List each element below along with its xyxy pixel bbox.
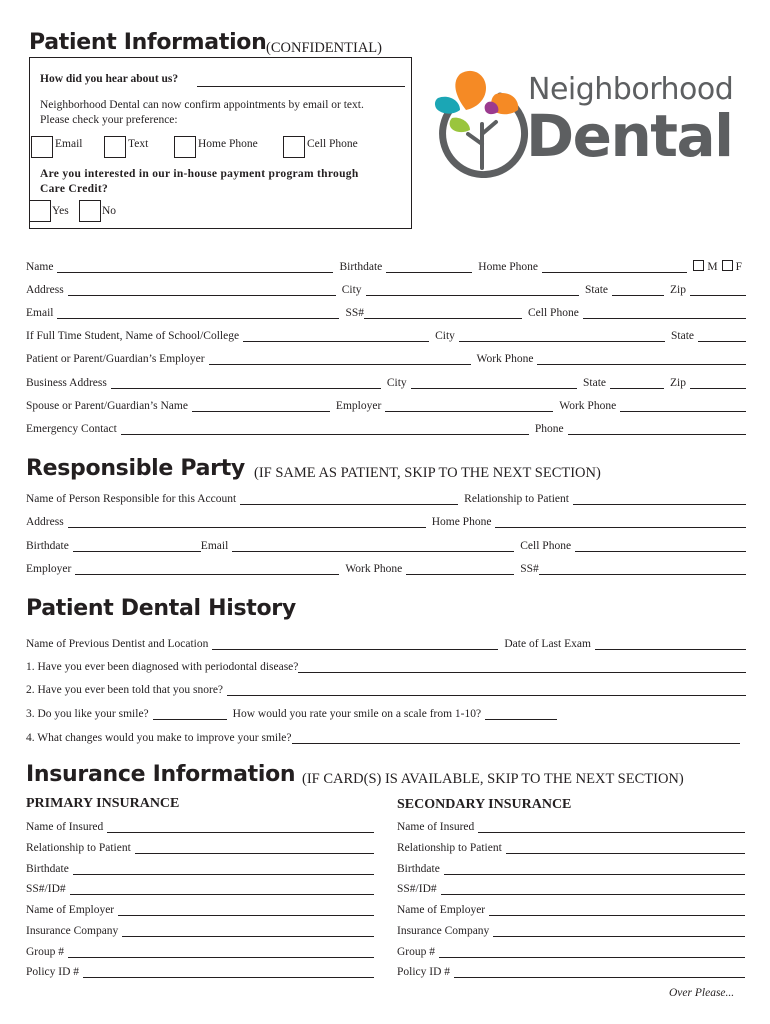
question-1-row [26, 657, 746, 673]
secondary-group-field[interactable] [439, 945, 745, 958]
responsible-party-title: Responsible Party [26, 456, 245, 481]
gender-f-checkbox[interactable] [722, 260, 733, 271]
ss-label: SS# [345, 307, 365, 319]
business-zip-field[interactable] [690, 376, 746, 389]
logo-line1: Neighborhood [528, 72, 734, 107]
question-2-row [26, 680, 746, 696]
patient-info-subtitle: (CONFIDENTIAL) [266, 40, 382, 56]
home-phone-field[interactable] [542, 260, 687, 273]
gender-f-option[interactable] [722, 260, 746, 273]
patient-emergency-row [26, 419, 746, 435]
responsible-ss-field[interactable] [539, 562, 746, 575]
primary-company-label: Insurance Company [26, 925, 119, 937]
secondary-group-label: Group # [397, 946, 436, 958]
student-state-label: State [671, 330, 694, 342]
dental-history-title: Patient Dental History [26, 596, 296, 621]
gender-m-checkbox[interactable] [693, 260, 704, 271]
work-phone-label: Work Phone [476, 353, 534, 365]
primary-birthdate-label: Birthdate [26, 863, 69, 875]
business-city-label: City [386, 377, 407, 389]
secondary-insured-label: Name of Insured [397, 821, 475, 833]
previous-dentist-field[interactable] [212, 637, 498, 650]
email-label: Email [26, 307, 54, 319]
business-state-field[interactable] [610, 376, 664, 389]
cell-phone-label: Cell Phone [528, 307, 579, 319]
zip-field[interactable] [690, 283, 746, 296]
secondary-ssid-field[interactable] [441, 882, 745, 895]
question-2-field[interactable] [227, 683, 746, 696]
question-2-label: 2. Have you ever been told that you snore? [26, 684, 224, 696]
spouse-employer-label: Employer [335, 400, 382, 412]
secondary-ssid-label: SS#/ID# [397, 883, 437, 895]
email-option-label: Email [55, 138, 83, 150]
payment-question-line2: Care Credit? [40, 183, 109, 195]
gender-f-label: F [735, 261, 742, 273]
home-phone-label: Home Phone [478, 261, 538, 273]
responsible-employer-field[interactable] [75, 562, 339, 575]
responsible-work-phone-field[interactable] [406, 562, 514, 575]
primary-policy-field[interactable] [83, 965, 374, 978]
responsible-address-label: Address [26, 516, 64, 528]
home-phone-option-label: Home Phone [198, 138, 258, 150]
responsible-birthdate-field[interactable] [73, 539, 201, 552]
over-please-text: Over Please... [669, 987, 735, 999]
responsible-party-subtitle: (IF SAME AS PATIENT, SKIP TO THE NEXT SECTION) [254, 465, 601, 481]
primary-relationship-label: Relationship to Patient [26, 842, 131, 854]
payment-no-checkbox[interactable] [79, 200, 101, 222]
business-address-label: Business Address [26, 377, 107, 389]
last-exam-label: Date of Last Exam [504, 638, 591, 650]
emergency-phone-label: Phone [534, 423, 564, 435]
business-city-field[interactable] [411, 376, 577, 389]
relationship-field[interactable] [573, 492, 746, 505]
hear-about-field[interactable] [197, 86, 405, 87]
patient-business-row [26, 373, 746, 389]
relationship-label: Relationship to Patient [464, 493, 569, 505]
primary-relationship-field[interactable] [135, 841, 374, 854]
responsible-address-row [26, 512, 746, 528]
secondary-company-label: Insurance Company [397, 925, 490, 937]
gender-m-label: M [707, 261, 718, 273]
home-phone-checkbox[interactable] [174, 136, 196, 158]
question-1-field[interactable] [298, 660, 746, 673]
primary-ssid-label: SS#/ID# [26, 883, 66, 895]
question-3b-label: How would you rate your smile on a scale from 1-10? [232, 708, 482, 720]
logo-line2: Dental [526, 102, 733, 170]
responsible-email-field[interactable] [232, 539, 514, 552]
spouse-label: Spouse or Parent/Guardian’s Name [26, 400, 188, 412]
secondary-birthdate-field[interactable] [444, 862, 745, 875]
business-state-label: State [583, 377, 607, 389]
school-field[interactable] [243, 329, 429, 342]
question-3-row [26, 704, 600, 720]
responsible-name-field[interactable] [240, 492, 458, 505]
student-label: If Full Time Student, Name of School/College [26, 330, 240, 342]
secondary-relationship-field[interactable] [506, 841, 745, 854]
secondary-employer-label: Name of Employer [397, 904, 486, 916]
business-zip-label: Zip [670, 377, 686, 389]
secondary-policy-field[interactable] [454, 965, 745, 978]
secondary-insurance-title: SECONDARY INSURANCE [397, 797, 572, 812]
address-field[interactable] [68, 283, 336, 296]
insurance-title: Insurance Information [26, 762, 296, 787]
cell-phone-checkbox[interactable] [283, 136, 305, 158]
patient-employer-row [26, 349, 746, 365]
primary-ssid-field[interactable] [70, 882, 374, 895]
question-3b-field[interactable] [485, 707, 557, 720]
responsible-cell-phone-label: Cell Phone [520, 540, 572, 552]
birthdate-label: Birthdate [339, 261, 383, 273]
secondary-birthdate-label: Birthdate [397, 863, 440, 875]
secondary-employer-field[interactable] [489, 903, 745, 916]
check-preference-text: Please check your preference: [40, 114, 178, 126]
question-3-field[interactable] [153, 707, 227, 720]
spouse-field[interactable] [192, 399, 330, 412]
responsible-name-label: Name of Person Responsible for this Account [26, 493, 237, 505]
secondary-company-field[interactable] [493, 924, 745, 937]
patient-info-title: Patient Information [29, 30, 267, 55]
city-field[interactable] [366, 283, 580, 296]
responsible-address-field[interactable] [68, 515, 426, 528]
name-label: Name [26, 261, 54, 273]
last-exam-field[interactable] [595, 637, 746, 650]
primary-policy-label: Policy ID # [26, 966, 80, 978]
address-label: Address [26, 284, 64, 296]
responsible-home-phone-label: Home Phone [431, 516, 492, 528]
responsible-email-label: Email [200, 540, 229, 552]
employer-field[interactable] [209, 352, 471, 365]
text-checkbox[interactable] [104, 136, 126, 158]
secondary-policy-label: Policy ID # [397, 966, 451, 978]
primary-birthdate-field[interactable] [73, 862, 374, 875]
cell-phone-field[interactable] [583, 306, 746, 319]
birthdate-field[interactable] [386, 260, 472, 273]
email-field[interactable] [57, 306, 339, 319]
responsible-employer-label: Employer [26, 563, 72, 575]
spouse-work-phone-field[interactable] [620, 399, 746, 412]
patient-spouse-row [26, 396, 746, 412]
primary-group-label: Group # [26, 946, 65, 958]
city-label: City [341, 284, 362, 296]
emergency-phone-field[interactable] [568, 422, 746, 435]
work-phone-field[interactable] [537, 352, 746, 365]
state-field[interactable] [612, 283, 664, 296]
primary-company-field[interactable] [122, 924, 374, 937]
previous-dentist-row [26, 634, 746, 650]
neighborhood-dental-logo-icon [430, 66, 530, 178]
responsible-home-phone-field[interactable] [495, 515, 746, 528]
payment-yes-checkbox[interactable] [29, 200, 51, 222]
patient-address-row [26, 280, 746, 296]
spouse-employer-field[interactable] [385, 399, 553, 412]
zip-label: Zip [670, 284, 686, 296]
cell-phone-option-label: Cell Phone [307, 138, 358, 150]
patient-student-row [26, 326, 746, 342]
confirm-text: Neighborhood Dental can now confirm appointments by email or text. [40, 99, 364, 111]
question-4-row [26, 728, 740, 744]
text-option-label: Text [128, 138, 149, 150]
payment-no-label: No [102, 205, 117, 217]
payment-yes-label: Yes [52, 205, 69, 217]
spouse-work-phone-label: Work Phone [559, 400, 617, 412]
previous-dentist-label: Name of Previous Dentist and Location [26, 638, 209, 650]
student-city-label: City [435, 330, 455, 342]
insurance-subtitle: (IF CARD(S) IS AVAILABLE, SKIP TO THE NEXT SECTION) [302, 771, 684, 787]
name-field[interactable] [57, 260, 333, 273]
primary-employer-field[interactable] [118, 903, 374, 916]
responsible-ss-label: SS# [520, 563, 539, 575]
responsible-birthdate-label: Birthdate [26, 540, 69, 552]
secondary-relationship-label: Relationship to Patient [397, 842, 502, 854]
secondary-insured-field[interactable] [478, 820, 745, 833]
student-city-field[interactable] [459, 329, 665, 342]
student-state-field[interactable] [698, 329, 746, 342]
primary-insured-label: Name of Insured [26, 821, 104, 833]
responsible-name-row [26, 489, 746, 505]
question-3-label: 3. Do you like your smile? [26, 708, 149, 720]
emergency-contact-label: Emergency Contact [26, 423, 117, 435]
primary-insurance-title: PRIMARY INSURANCE [26, 796, 180, 811]
state-label: State [585, 284, 609, 296]
responsible-employer-row [26, 559, 746, 575]
email-checkbox[interactable] [31, 136, 53, 158]
patient-email-row [26, 303, 746, 319]
responsible-work-phone-label: Work Phone [345, 563, 403, 575]
responsible-birthdate-row [26, 536, 746, 552]
patient-name-row [26, 257, 746, 273]
question-4-label: 4. What changes would you make to improve your smile? [26, 732, 292, 744]
primary-group-field[interactable] [68, 945, 374, 958]
payment-question-line1: Are you interested in our in-house payment program through [40, 168, 359, 180]
employer-label: Patient or Parent/Guardian’s Employer [26, 353, 205, 365]
primary-insured-field[interactable] [107, 820, 374, 833]
business-address-field[interactable] [111, 376, 381, 389]
emergency-contact-field[interactable] [121, 422, 529, 435]
question-1-label: 1. Have you ever been diagnosed with periodontal disease? [26, 661, 299, 673]
ss-field[interactable] [364, 306, 522, 319]
hear-about-label: How did you hear about us? [40, 73, 179, 85]
gender-m-option[interactable] [693, 260, 721, 273]
responsible-cell-phone-field[interactable] [575, 539, 746, 552]
question-4-field[interactable] [292, 731, 740, 744]
primary-employer-label: Name of Employer [26, 904, 115, 916]
